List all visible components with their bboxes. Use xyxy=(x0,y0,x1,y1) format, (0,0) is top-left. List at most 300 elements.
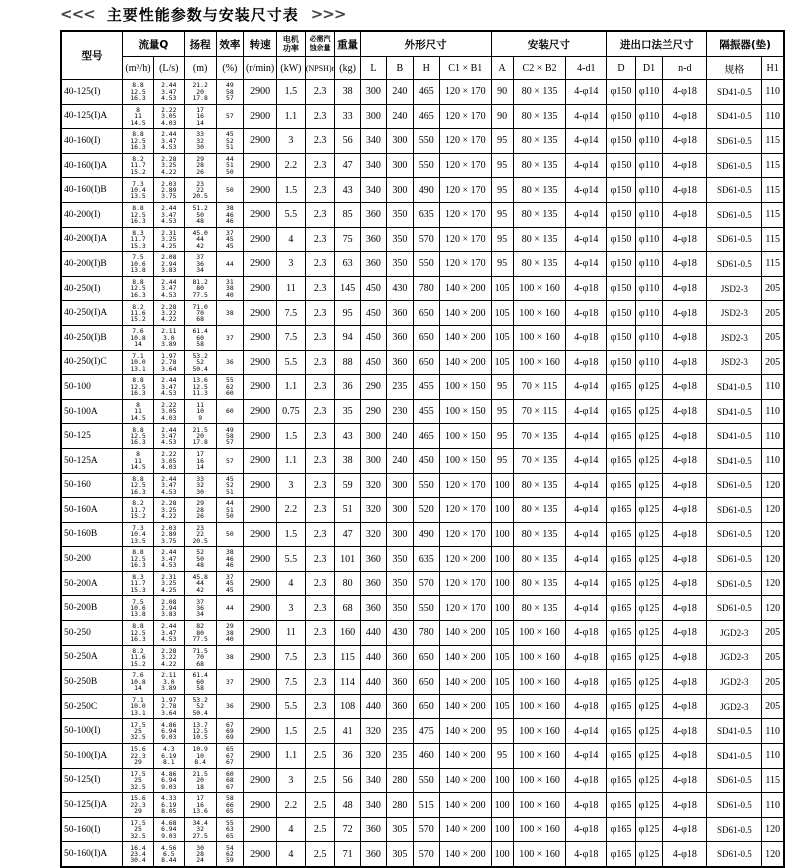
cell-q2-value: 3.47 xyxy=(161,284,177,293)
cell-e-value: 67 xyxy=(226,782,234,791)
cell-npsh: 2.3 xyxy=(305,153,335,178)
cell-H: 490 xyxy=(413,178,439,203)
cell-isolator-spec: SD61-0.5 xyxy=(707,768,762,793)
cell-e-value: 46 xyxy=(226,210,234,219)
cell-q2-value: 6.19 xyxy=(161,751,177,760)
cell-q2 xyxy=(153,399,184,424)
cell-speed: 2900 xyxy=(244,227,277,252)
cell-q2-value: 3.47 xyxy=(161,136,177,145)
cell-D1: φ125 xyxy=(635,670,663,695)
cell-4d1: 4-φ18 xyxy=(566,694,607,719)
cell-h-value: 68 xyxy=(196,315,204,324)
table-row xyxy=(61,842,784,867)
cell-speed: 2900 xyxy=(244,670,277,695)
cell-isolator-spec: SD61-0.5 xyxy=(707,129,762,154)
cell-q2-value: 3.47 xyxy=(161,210,177,219)
cell-h-value: 50.4 xyxy=(192,364,208,373)
cell-A: 90 xyxy=(491,80,513,105)
cell-H1: 115 xyxy=(762,178,784,203)
cell-q2-value: 2.44 xyxy=(161,376,177,385)
cell-h-value: 30 xyxy=(196,487,204,496)
cell-h-value: 53.2 xyxy=(192,696,208,705)
cell-q2-value: 4.03 xyxy=(161,413,177,422)
cell-L: 360 xyxy=(360,842,386,867)
cell-H: 550 xyxy=(413,153,439,178)
cell-speed: 2900 xyxy=(244,153,277,178)
cell-h-value: 17 xyxy=(196,105,204,114)
cell-h xyxy=(184,547,216,572)
cell-H: 550 xyxy=(413,768,439,793)
cell-B: 305 xyxy=(387,842,413,867)
cell-power: 3 xyxy=(277,129,306,154)
cell-q2-value: 6.94 xyxy=(161,727,177,736)
cell-D1: φ110 xyxy=(635,104,663,129)
cell-h xyxy=(184,842,216,867)
cell-B: 230 xyxy=(387,399,413,424)
cell-q1 xyxy=(123,571,154,596)
cell-q2-value: 3.75 xyxy=(161,536,177,545)
cell-q2 xyxy=(153,645,184,670)
cell-nd: 4-φ18 xyxy=(663,178,707,203)
cell-c2b2: 100 × 160 xyxy=(513,817,566,842)
cell-q1 xyxy=(123,448,154,473)
cell-e-value: 67 xyxy=(226,720,234,729)
table-row xyxy=(61,375,784,400)
cell-q1-value: 8.3 xyxy=(132,228,144,237)
cell-h-value: 53.2 xyxy=(192,351,208,360)
cell-H: 460 xyxy=(413,744,439,769)
cell-model: 50-160(I) xyxy=(61,817,123,842)
cell-q1-value: 7.3 xyxy=(132,179,144,188)
cell-H1: 115 xyxy=(762,227,784,252)
cell-speed: 2900 xyxy=(244,768,277,793)
cell-h xyxy=(184,301,216,326)
cell-q1-value: 7.5 xyxy=(132,597,144,606)
cell-e-value: 38 xyxy=(226,308,234,317)
cell-e-value: 40 xyxy=(226,290,234,299)
cell-q2-value: 2.03 xyxy=(161,179,177,188)
cell-q1-value: 12.5 xyxy=(130,284,146,293)
col-A: A xyxy=(491,57,513,80)
cell-A: 100 xyxy=(491,547,513,572)
cell-q2-value: 3.05 xyxy=(161,407,177,416)
cell-e xyxy=(216,498,244,523)
cell-h-value: 71.5 xyxy=(192,646,208,655)
cell-q1-value: 12.5 xyxy=(130,554,146,563)
table-row xyxy=(61,522,784,547)
cell-q2-value: 4.53 xyxy=(161,635,177,644)
cell-q2-value: 4.03 xyxy=(161,462,177,471)
cell-D1: φ110 xyxy=(635,252,663,277)
cell-q1-value: 15.2 xyxy=(130,167,146,176)
cell-q1-value: 8.8 xyxy=(132,81,144,90)
cell-c2b2: 100 × 160 xyxy=(513,645,566,670)
cell-A: 95 xyxy=(491,252,513,277)
cell-D1: φ110 xyxy=(635,350,663,375)
cell-nd: 4-φ18 xyxy=(663,325,707,350)
cell-q2 xyxy=(153,596,184,621)
cell-h xyxy=(184,621,216,646)
cell-q2-value: 2.78 xyxy=(161,358,177,367)
cell-isolator-spec: JGD2-3 xyxy=(707,621,762,646)
cell-h-value: 42 xyxy=(196,585,204,594)
cell-e-value: 51 xyxy=(226,505,234,514)
cell-isolator-spec: SD41-0.5 xyxy=(707,744,762,769)
table-row xyxy=(61,621,784,646)
cell-speed: 2900 xyxy=(244,547,277,572)
cell-B: 240 xyxy=(387,448,413,473)
cell-q1-value: 12.5 xyxy=(130,210,146,219)
cell-h-value: 20.5 xyxy=(192,536,208,545)
cell-h-value: 12.5 xyxy=(192,382,208,391)
cell-q2-value: 4.86 xyxy=(161,769,177,778)
cell-q2-value: 4.33 xyxy=(161,794,177,803)
cell-h xyxy=(184,793,216,818)
cell-q1 xyxy=(123,596,154,621)
cell-4d1: 4-φ14 xyxy=(566,744,607,769)
cell-c2b2: 100 × 160 xyxy=(513,793,566,818)
cell-q1-value: 8.3 xyxy=(132,573,144,582)
cell-q1 xyxy=(123,694,154,719)
cell-q1 xyxy=(123,375,154,400)
cell-model: 50-160A xyxy=(61,498,123,523)
cell-npsh: 2.3 xyxy=(305,448,335,473)
cell-H: 635 xyxy=(413,202,439,227)
cell-q2-value: 2.28 xyxy=(161,302,177,311)
cell-nd: 4-φ18 xyxy=(663,350,707,375)
cell-H1: 205 xyxy=(762,621,784,646)
cell-D: φ165 xyxy=(607,399,636,424)
cell-power: 7.5 xyxy=(277,670,306,695)
cell-D1: φ125 xyxy=(635,645,663,670)
cell-q2-value: 3.47 xyxy=(161,628,177,637)
hdr-isolator: 隔振器(垫) xyxy=(707,31,784,57)
cell-e-value: 57 xyxy=(226,94,234,102)
col-spec: 规格 xyxy=(707,57,762,80)
cell-model: 40-160(I)A xyxy=(61,153,123,178)
cell-e-value: 37 xyxy=(226,333,234,342)
cell-h xyxy=(184,498,216,523)
cell-A: 100 xyxy=(491,793,513,818)
cell-L: 320 xyxy=(360,719,386,744)
table-row xyxy=(61,719,784,744)
cell-D: φ165 xyxy=(607,719,636,744)
cell-L: 360 xyxy=(360,227,386,252)
cell-npsh: 2.3 xyxy=(305,522,335,547)
cell-nd: 4-φ18 xyxy=(663,104,707,129)
cell-q1-value: 14 xyxy=(134,684,142,693)
cell-q2 xyxy=(153,498,184,523)
cell-e xyxy=(216,596,244,621)
cell-e xyxy=(216,202,244,227)
cell-isolator-spec: SD61-0.5 xyxy=(707,522,762,547)
cell-H1: 110 xyxy=(762,744,784,769)
cell-H1: 120 xyxy=(762,571,784,596)
cell-q1-value: 14 xyxy=(134,339,142,348)
cell-B: 300 xyxy=(387,153,413,178)
cell-e-value: 38 xyxy=(226,284,234,293)
cell-h-value: 27.5 xyxy=(192,831,208,840)
cell-H: 465 xyxy=(413,80,439,105)
cell-h-value: 80 xyxy=(196,628,204,637)
cell-q1 xyxy=(123,276,154,301)
cell-q1 xyxy=(123,768,154,793)
cell-power: 1.1 xyxy=(277,448,306,473)
cell-A: 95 xyxy=(491,153,513,178)
cell-q2-value: 2.11 xyxy=(161,671,177,680)
cell-h-value: 52 xyxy=(196,548,204,557)
table-row xyxy=(61,80,784,105)
cell-q2-value: 4.22 xyxy=(161,167,177,176)
cell-speed: 2900 xyxy=(244,325,277,350)
cell-nd: 4-φ18 xyxy=(663,817,707,842)
cell-e-value: 46 xyxy=(226,561,234,570)
cell-H1: 120 xyxy=(762,547,784,572)
cell-D: φ165 xyxy=(607,670,636,695)
cell-q1-value: 10.0 xyxy=(130,358,146,367)
cell-q2-value: 4.56 xyxy=(161,843,177,852)
cell-model: 50-160(I)A xyxy=(61,842,123,867)
cell-h-value: 10.5 xyxy=(192,733,208,742)
cell-isolator-spec: JGD2-3 xyxy=(707,645,762,670)
cell-h-value: 33 xyxy=(196,474,204,483)
cell-npsh: 2.3 xyxy=(305,350,335,375)
cell-e-value: 50 xyxy=(226,185,234,194)
cell-D: φ165 xyxy=(607,793,636,818)
cell-c2b2: 100 × 160 xyxy=(513,670,566,695)
cell-npsh: 2.3 xyxy=(305,104,335,129)
cell-q1-value: 8 xyxy=(136,105,140,114)
cell-q1 xyxy=(123,399,154,424)
cell-e-value: 58 xyxy=(226,87,234,96)
cell-weight: 36 xyxy=(335,375,360,400)
cell-h xyxy=(184,768,216,793)
cell-q1-value: 16.3 xyxy=(130,94,146,102)
cell-q2-value: 4.53 xyxy=(161,216,177,225)
cell-npsh: 2.3 xyxy=(305,621,335,646)
cell-L: 360 xyxy=(360,202,386,227)
cell-q2-value: 2.78 xyxy=(161,702,177,711)
cell-H: 650 xyxy=(413,301,439,326)
cell-D: φ150 xyxy=(607,202,636,227)
cell-h-value: 34 xyxy=(196,610,204,619)
cell-q1-value: 8 xyxy=(136,450,140,459)
cell-speed: 2900 xyxy=(244,276,277,301)
cell-q1-value: 11.7 xyxy=(130,161,146,170)
cell-q1-value: 22.3 xyxy=(130,751,146,760)
cell-e-value: 65 xyxy=(226,745,234,754)
cell-H: 515 xyxy=(413,793,439,818)
cell-q2-value: 3.22 xyxy=(161,653,177,662)
cell-q1-value: 16.3 xyxy=(130,635,146,644)
cell-npsh: 2.3 xyxy=(305,276,335,301)
cell-e xyxy=(216,129,244,154)
cell-q2 xyxy=(153,325,184,350)
cell-speed: 2900 xyxy=(244,571,277,596)
cell-H1: 110 xyxy=(762,793,784,818)
cell-4d1: 4-φ14 xyxy=(566,399,607,424)
cell-q1-value: 32.5 xyxy=(130,733,146,742)
cell-npsh: 2.3 xyxy=(305,80,335,105)
cell-q1-value: 13.1 xyxy=(130,364,146,373)
cell-q1 xyxy=(123,325,154,350)
cell-H: 520 xyxy=(413,498,439,523)
cell-B: 360 xyxy=(387,645,413,670)
cell-H1: 110 xyxy=(762,448,784,473)
cell-isolator-spec: SD41-0.5 xyxy=(707,424,762,449)
cell-e-value: 46 xyxy=(226,216,234,225)
cell-npsh: 2.5 xyxy=(305,793,335,818)
cell-q1-value: 15.2 xyxy=(130,315,146,324)
cell-L: 340 xyxy=(360,793,386,818)
cell-q2-value: 8.05 xyxy=(161,807,177,816)
cell-e-value: 51 xyxy=(226,143,234,152)
cell-e-value: 52 xyxy=(226,481,234,490)
cell-power: 5.5 xyxy=(277,694,306,719)
cell-h-value: 17 xyxy=(196,794,204,803)
table-row xyxy=(61,670,784,695)
cell-h-value: 21.2 xyxy=(192,81,208,90)
hdr-outline: 外形尺寸 xyxy=(360,31,491,57)
cell-4d1: 4-φ14 xyxy=(566,252,607,277)
cell-q2-value: 2.22 xyxy=(161,450,177,459)
cell-h-value: 61.4 xyxy=(192,671,208,680)
cell-isolator-spec: SD61-0.5 xyxy=(707,227,762,252)
hdr-head: 扬程 xyxy=(184,31,216,57)
cell-q2-value: 2.08 xyxy=(161,253,177,262)
cell-speed: 2900 xyxy=(244,621,277,646)
cell-q2-value: 6.19 xyxy=(161,800,177,809)
cell-q1 xyxy=(123,645,154,670)
cell-q2 xyxy=(153,178,184,203)
cell-q2-value: 3.47 xyxy=(161,87,177,96)
cell-e-value: 62 xyxy=(226,850,234,858)
cell-H1: 205 xyxy=(762,645,784,670)
cell-h-value: 44 xyxy=(196,579,204,588)
cell-power: 3 xyxy=(277,473,306,498)
cell-q2-value: 4.53 xyxy=(161,290,177,299)
cell-e xyxy=(216,547,244,572)
unit-weight: (kg) xyxy=(335,57,360,80)
cell-q1-value: 15.2 xyxy=(130,659,146,668)
cell-weight: 33 xyxy=(335,104,360,129)
cell-h xyxy=(184,817,216,842)
cell-q1 xyxy=(123,670,154,695)
cell-q2-value: 3.75 xyxy=(161,192,177,201)
cell-D1: φ125 xyxy=(635,768,663,793)
cell-h-value: 8.4 xyxy=(194,758,206,767)
cell-weight: 41 xyxy=(335,719,360,744)
cell-speed: 2900 xyxy=(244,498,277,523)
cell-isolator-spec: JSD2-3 xyxy=(707,325,762,350)
cell-h-value: 22 xyxy=(196,185,204,194)
cell-4d1: 4-φ18 xyxy=(566,350,607,375)
cell-A: 95 xyxy=(491,719,513,744)
cell-D1: φ125 xyxy=(635,793,663,818)
cell-e-value: 54 xyxy=(226,843,234,852)
cell-h-value: 22 xyxy=(196,530,204,539)
cell-B: 300 xyxy=(387,498,413,523)
cell-model: 50-200A xyxy=(61,571,123,596)
cell-q2-value: 4.03 xyxy=(161,118,177,127)
cell-q1-value: 10.8 xyxy=(130,333,146,342)
cell-speed: 2900 xyxy=(244,793,277,818)
cell-e-value: 69 xyxy=(226,733,234,742)
cell-model: 50-250 xyxy=(61,621,123,646)
cell-4d1: 4-φ14 xyxy=(566,498,607,523)
cell-A: 95 xyxy=(491,744,513,769)
cell-H1: 110 xyxy=(762,399,784,424)
cell-H: 650 xyxy=(413,694,439,719)
cell-q1-value: 12.5 xyxy=(130,628,146,637)
cell-q1-value: 13.1 xyxy=(130,708,146,717)
cell-q2-value: 2.94 xyxy=(161,259,177,268)
cell-L: 450 xyxy=(360,301,386,326)
cell-q1-value: 12.5 xyxy=(130,431,146,440)
cell-c1b1: 100 × 150 xyxy=(439,424,491,449)
cell-h-value: 48 xyxy=(196,216,204,225)
cell-H1: 115 xyxy=(762,252,784,277)
cell-weight: 80 xyxy=(335,571,360,596)
cell-q2-value: 2.11 xyxy=(161,327,177,336)
unit-speed: (r/min) xyxy=(244,57,277,80)
cell-q2-value: 9.03 xyxy=(161,782,177,791)
cell-q1 xyxy=(123,104,154,129)
cell-c2b2: 80 × 135 xyxy=(513,498,566,523)
hdr-speed: 转速 xyxy=(244,31,277,57)
cell-H1: 120 xyxy=(762,522,784,547)
cell-q2-value: 4.22 xyxy=(161,659,177,668)
cell-c2b2: 80 × 135 xyxy=(513,80,566,105)
cell-weight: 72 xyxy=(335,817,360,842)
cell-q2 xyxy=(153,744,184,769)
cell-speed: 2900 xyxy=(244,301,277,326)
cell-H1: 110 xyxy=(762,424,784,449)
cell-power: 1.5 xyxy=(277,80,306,105)
cell-H1: 205 xyxy=(762,325,784,350)
cell-L: 450 xyxy=(360,276,386,301)
cell-h-value: 37 xyxy=(196,597,204,606)
cell-D1: φ125 xyxy=(635,399,663,424)
cell-h xyxy=(184,153,216,178)
cell-B: 350 xyxy=(387,571,413,596)
col-C2B2: C2 × B2 xyxy=(513,57,566,80)
cell-h-value: 36 xyxy=(196,604,204,613)
cell-H: 550 xyxy=(413,129,439,154)
table-row xyxy=(61,817,784,842)
cell-H1: 205 xyxy=(762,276,784,301)
cell-h-value: 61.4 xyxy=(192,327,208,336)
cell-e xyxy=(216,350,244,375)
cell-weight: 85 xyxy=(335,202,360,227)
cell-H: 550 xyxy=(413,473,439,498)
cell-H: 650 xyxy=(413,325,439,350)
cell-h-value: 11.3 xyxy=(192,389,208,398)
cell-q1-value: 15.3 xyxy=(130,241,146,250)
cell-isolator-spec: SD61-0.5 xyxy=(707,498,762,523)
cell-h-value: 26 xyxy=(196,167,204,176)
cell-e xyxy=(216,719,244,744)
cell-h xyxy=(184,448,216,473)
cell-q2 xyxy=(153,768,184,793)
cell-weight: 75 xyxy=(335,227,360,252)
hdr-flow: 流量Q xyxy=(123,31,185,57)
cell-isolator-spec: SD41-0.5 xyxy=(707,80,762,105)
cell-h xyxy=(184,375,216,400)
cell-D: φ165 xyxy=(607,645,636,670)
cell-D: φ165 xyxy=(607,473,636,498)
cell-h-value: 32 xyxy=(196,825,204,834)
